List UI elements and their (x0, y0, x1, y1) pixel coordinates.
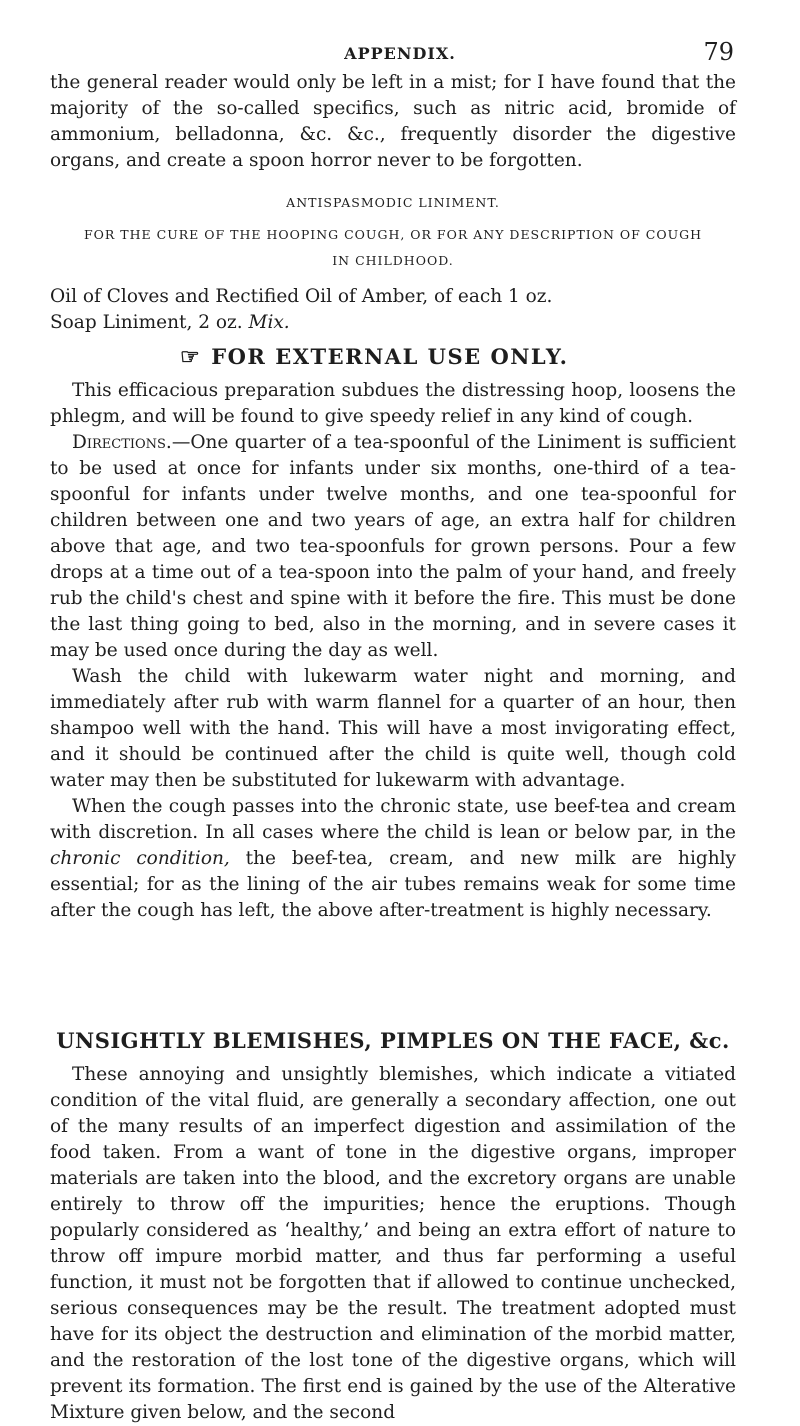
paragraph-blemishes: These annoying and unsightly blemishes, which indicate a vitiated condition of the vital fluid, are generally a secondary affection, one out of the many results of an imperfect digestion and assimilation of the food taken. From a want of tone in the digestive organs, improper materials are taken into the blood, and the excretory organs are unable entirely to throw off the impurities; hence the eruptions. Though popularly considered as ‘healthy,’ and being an extra effort of nature to throw off impure morbid matter, and thus far performing a useful function, it must not be forgotten that if allowed to continue unchecked, serious consequences may be the result. The treatment adopted must have for its object the destruction and elimination of the morbid matter, and the restoration of the lost tone of the digestive organs, which will prevent its formation. The first end is gained by the use of the Alterative Mixture given below, and the second (50, 1064, 736, 1423)
recipe (50, 284, 736, 336)
section-heading-liniment: ANTISPASMODIC LINIMENT. (286, 195, 500, 210)
section-subheading-line2: IN CHILDHOOD. (332, 253, 454, 268)
pointing-hand-icon: ☞ (180, 344, 202, 370)
directions-label: Directions. (72, 432, 172, 453)
intro-paragraph: the general reader would only be left in a mist; for I have found that the majority of the so-called specifics, such as nitric acid, bromide of ammonium, belladonna, &c. &c., frequently disorder the digestive organs, and create a spoon horror never to be forgotten. (50, 72, 736, 171)
section-heading-blemishes: UNSIGHTLY BLEMISHES, PIMPLES ON THE FACE, &c. (56, 1028, 730, 1053)
recipe-line-2-text: Soap Liniment, 2 oz. (50, 312, 243, 333)
running-title: APPENDIX. (344, 44, 456, 63)
paragraph-directions (50, 430, 736, 664)
recipe-line-2 (50, 310, 736, 336)
paragraph-efficacious: This efficacious preparation subdues the distressing hoop, loosens the phlegm, and will be found to give speedy relief in any kind of cough. (50, 380, 736, 427)
external-use-label: FOR EXTERNAL USE ONLY. (211, 344, 569, 369)
recipe-mix: Mix. (248, 312, 290, 333)
page-body (50, 70, 736, 1426)
paragraph-chronic (50, 794, 736, 924)
page-header (0, 38, 800, 68)
chronic-part-1: When the cough passes into the chronic state, use beef-tea and cream with discretion. In all cases where the child is lean or below par, in the (50, 796, 736, 843)
external-use-notice (50, 344, 736, 370)
chronic-italic: chronic condition, (50, 848, 230, 869)
chronic-part-2: the beef-tea, cream, and new milk are highly essential; for as the lining of the air tubes remains weak for some time after the cough has left, the above after-treatment is highly necessary. (50, 848, 736, 921)
paragraph-wash: Wash the child with lukewarm water night and morning, and immediately after rub with warm flannel for a quarter of an hour, then shampoo well with the hand. This will have a most invigorating effect, and it should be continued after the child is quite well, though cold water may then be substituted for lukewarm with advantage. (50, 666, 736, 791)
page-number: 79 (703, 38, 734, 66)
recipe-line-1: Oil of Cloves and Rectified Oil of Amber, of each 1 oz. (50, 286, 553, 307)
section-subheading-line1: FOR THE CURE OF THE HOOPING COUGH, OR FOR ANY DESCRIPTION OF COUGH (83, 227, 703, 242)
directions-text: —One quarter of a tea-spoonful of the Liniment is sufficient to be used at once for infants under six months, one-third of a tea-spoonful for infants under twelve months, and one tea-spoonful for children between one and two years of age, an extra half for children above that age, and two tea-spoonfuls for grown persons. Pour a few drops at a time out of a tea-spoon into the palm of your hand, and freely rub the child's chest and spine with it before the fire. This must be done the last thing going to bed, also in the morning, and in severe cases it may be used once during the day as well. (50, 432, 736, 661)
